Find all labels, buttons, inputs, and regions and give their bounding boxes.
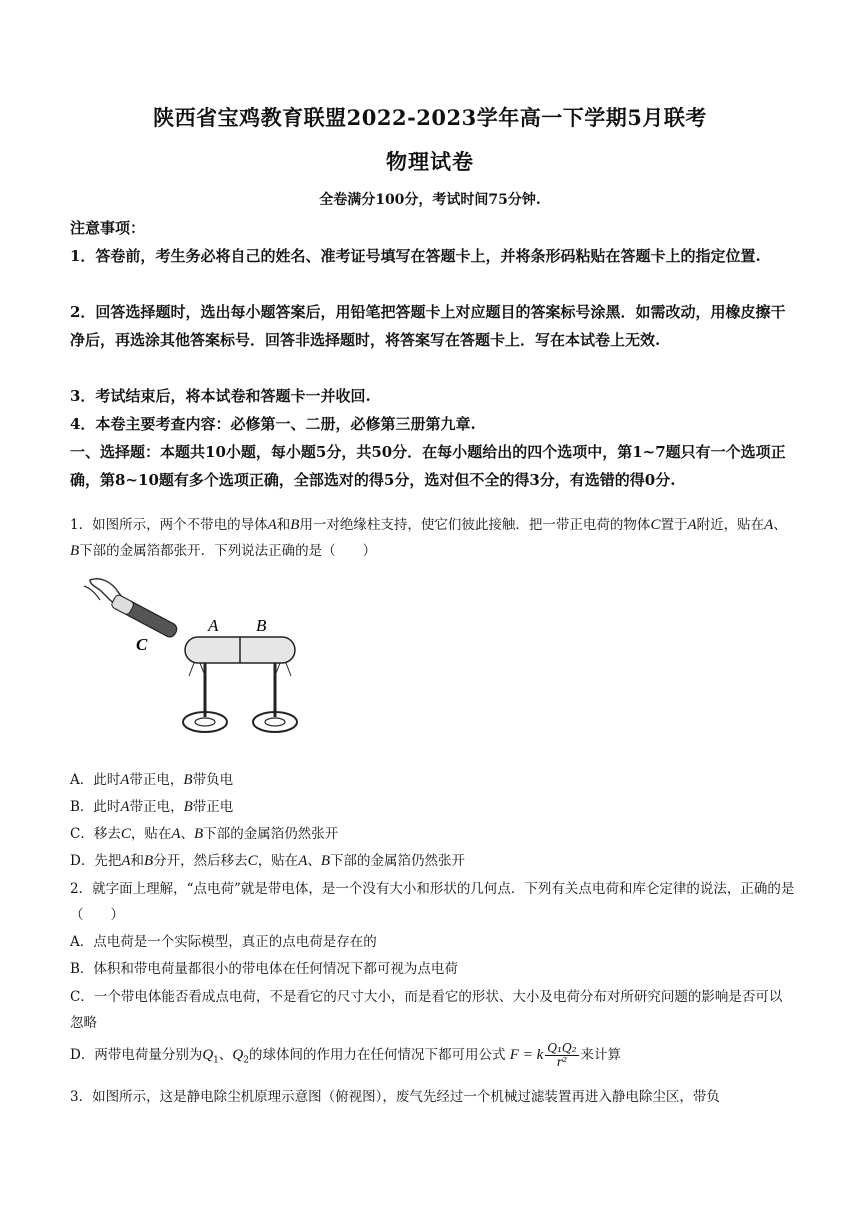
label-b: B bbox=[256, 616, 267, 635]
charged-rod bbox=[110, 594, 178, 639]
q2-option-d[interactable]: D．两带电荷量分别为$Q_1$、$Q_2$的球体间的作用力在任何情况下都可用公式 F = k $\frac{\text{Q₁Q₂}}{\text{r²}}$ 来计算 bbox=[70, 1041, 622, 1069]
q1-option-d[interactable]: D．先把A和B分开，然后移去C，贴在A、B下部的金属箔仍然张开 bbox=[70, 853, 466, 869]
section-heading: 一、选择题：本题共10小题，每小题5分，共50分．在每小题给出的四个选项中，第1~7题只有一个选项正确，第8~10题有多个选项正确，全部选对的得5分，选对但不全的得3分，有选错的得0分. bbox=[70, 443, 786, 489]
question-1-stem: 1．如图所示，两个不带电的导体A和B用一对绝缘柱支持，使它们彼此接触．把一带正电荷的物体C置于A附近，贴在A、B下部的金属箔都张开．下列说法正确的是（ ） bbox=[70, 517, 787, 559]
q1-option-a[interactable]: A．此时A带正电，B带负电 bbox=[70, 772, 234, 788]
label-c: C bbox=[136, 635, 148, 654]
q2-option-a[interactable]: A．点电荷是一个实际模型，真正的点电荷是存在的 bbox=[70, 934, 377, 950]
conductor-figure bbox=[70, 572, 310, 747]
coulomb-fraction: $\frac{\text{Q₁Q₂}}{\text{r²}}$ bbox=[547, 1041, 577, 1069]
exam-subject: 物理试卷 bbox=[386, 149, 474, 174]
exam-title: 陕西省宝鸡教育联盟2022-2023学年高一下学期5月联考 bbox=[153, 105, 707, 130]
notice-item-1: 1．答卷前，考生务必将自己的姓名、准考证号填写在答题卡上，并将条形码粘贴在答题卡上的指定位置. bbox=[70, 247, 761, 265]
coulomb-formula: F = k bbox=[509, 1047, 544, 1063]
notice-item-3: 3．考试结束后，将本试卷和答题卡一并收回. bbox=[70, 387, 371, 405]
exam-meta: 全卷满分100分，考试时间75分钟. bbox=[319, 192, 541, 208]
q2-option-c[interactable]: C．一个带电体能否看成点电荷，不是看它的尺寸大小，而是看它的形状、大小及电荷分布对所研究问题的影响是否可以忽略 bbox=[70, 989, 783, 1031]
notice-item-2: 2．回答选择题时，选出每小题答案后，用铅笔把答题卡上对应题目的答案标号涂黑．如需改动，用橡皮擦干净后，再选涂其他答案标号．回答非选择题时，将答案写在答题卡上．写在本试卷上无效. bbox=[70, 303, 786, 349]
q2-option-b[interactable]: B．体积和带电荷量都很小的带电体在任何情况下都可视为点电荷 bbox=[70, 961, 458, 977]
question-3-stem: 3．如图所示，这是静电除尘机原理示意图（俯视图），废气先经过一个机械过滤装置再进入静电除尘区，带负 bbox=[70, 1089, 720, 1105]
label-a: A bbox=[208, 616, 219, 635]
q1-option-c[interactable]: C．移去C，贴在A、B下部的金属箔仍然张开 bbox=[70, 826, 339, 842]
notice-item-4: 4．本卷主要考查内容：必修第一、二册，必修第三册第九章. bbox=[70, 415, 476, 433]
question-2-stem: 2．就字面上理解，“点电荷”就是带电体，是一个没有大小和形状的几何点．下列有关点电荷和库仑定律的说法，正确的是（ ） bbox=[70, 881, 795, 923]
q1-option-b[interactable]: B．此时A带正电，B带正电 bbox=[70, 799, 234, 815]
notice-heading: 注意事项： bbox=[70, 219, 146, 237]
